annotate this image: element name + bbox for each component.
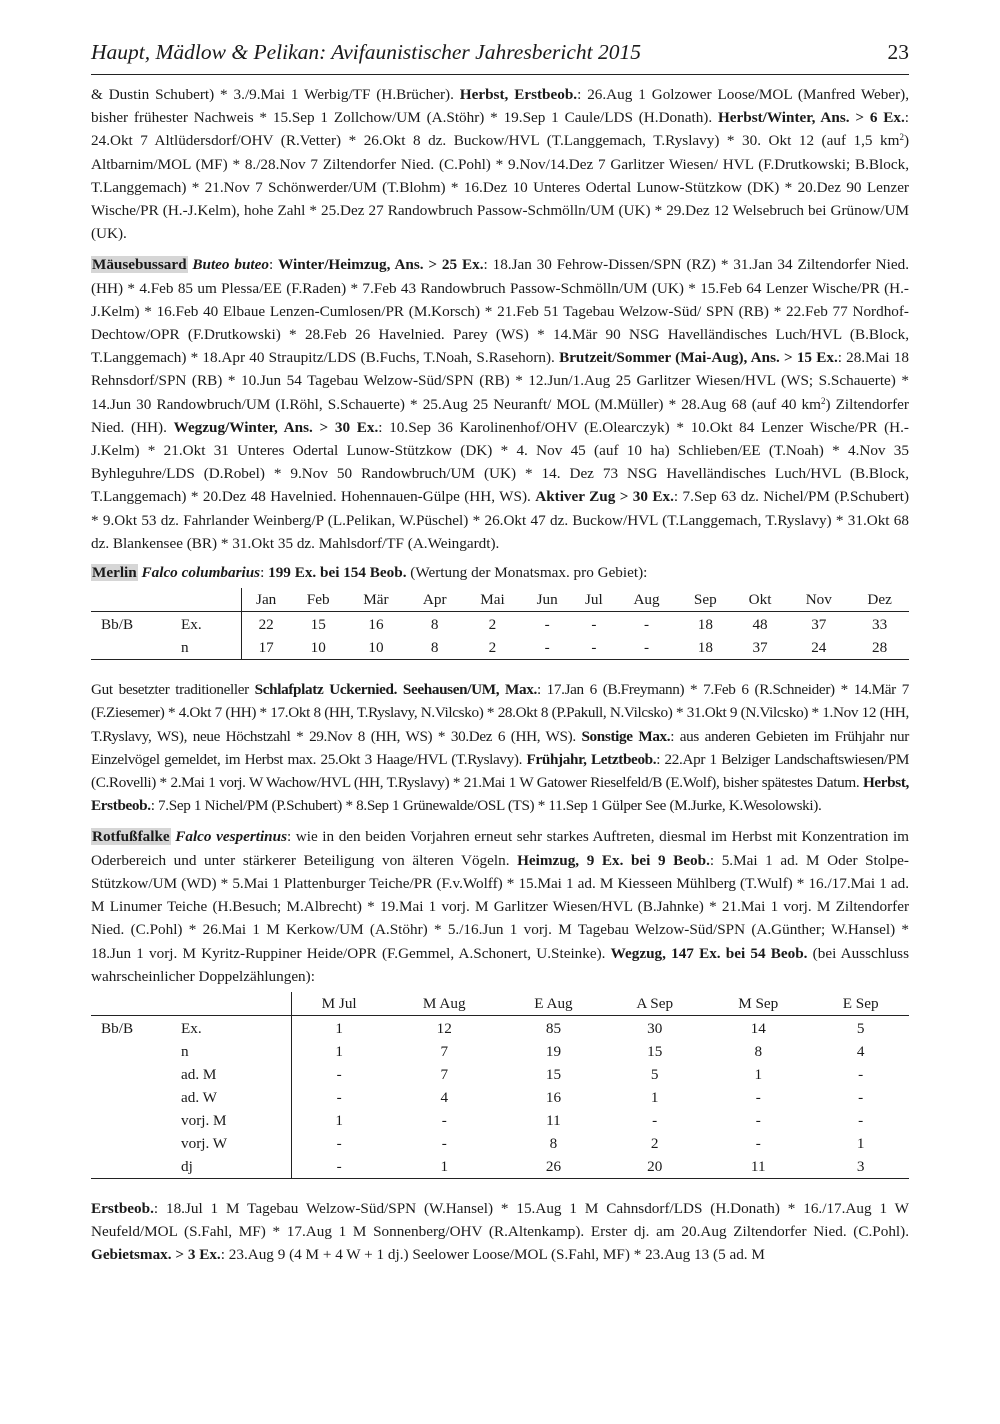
table-row [91, 1063, 909, 1086]
species-entry-merlin [91, 561, 909, 584]
text: : 23.Aug 9 (4 M + 4 W + 1 dj.) Seelower Loose/MOL (S.Fahl, MF) * 23.Aug 13 (5 ad. M [220, 1246, 765, 1264]
table-cell: 48 [752, 616, 768, 634]
merlin-month-table [91, 588, 909, 660]
bold-heading: Sonstige Max. [581, 727, 671, 745]
text: : 26.Aug 1 Golzower Loose/MOL (Manfred Weber), bisher frühester Nachweis * 15.Sep 1 Zollchow/UM (A.Stöhr) * 19.Sep 1 Caule/LDS (H.Donath). [91, 86, 909, 127]
column-header: M Sep [704, 992, 812, 1016]
table-cell: 5 [650, 1065, 659, 1083]
table-cell: 18 [678, 636, 733, 660]
table-row [91, 1109, 909, 1132]
bold-heading: Herbst, Erstbeob. [459, 86, 578, 103]
table-cell: - [291, 1155, 387, 1179]
table-cell: 7 [440, 1042, 449, 1060]
text: : 18.Jul 1 M Tagebau Welzow-Süd/SPN (W.Hansel) * 15.Aug 1 M Cahnsdorf/LDS (H.Donath) * 16./17.Aug 1 W Neufeld/MOL (S.Fahl, MF) * 17.Aug 1 M Sonnenberg/OHV (R.Altenkamp). Erster dj. am 20.Aug Ziltendorfer Nied. (C.Pohl). [91, 1199, 909, 1241]
column-header: Mär [346, 588, 407, 612]
text: : 5.Mai 1 ad. M Oder Stolpe-Stützkow/UM (WD) * 5.Mai 1 Plattenburger Teiche/PR (F.v.Wolff) * 15.Mai 1 ad. M Kiesseen Mühlberg (T.Wulf) * 16./17.Mai 1 ad. M Linumer Teiche (H.Besuch; M.Albrecht) * 19.Mai 1 vorj. M Garlitzer Wiesen/HVL (B.Jahnke) * 21.Mai 1 vorj. M Ziltendorfer Nied. (C.Pohl) * 26.Mai 1 M Kerkow/UM (A.Stöhr) * 5./16.Jun 1 vorj. M Tagebau Welzow-Süd/SPN (A.Günther; W.Hansel) * 18.Jun 1 vorj. M Kyritz-Ruppiner Heide/OPR (F.Gemmel, A.Schonert, U.Steinke). [91, 851, 909, 962]
text: ) Ziltendorfer Nied. (HH). [91, 395, 909, 436]
bold-heading: Herbst, Erstbeob. [91, 774, 909, 815]
table-cell: 8 [754, 1042, 763, 1060]
text: : 10.Sep 36 Karolinenhof/OHV (E.Olearczyk) * 10.Okt 84 Lenzer Wische/PR (H.-J.Kelm) * 21.Okt 31 Unteres Odertal Lunow-Stützkow (DK) * 4. Nov 45 (auf 10 ha) Schlieben/EE (T.Noah) * 4.Nov 35 Byhleguhre/LDS (D.Robel) * 9.Nov 50 Randowbruch/UM (UK) * 14. Dez 73 NSG Havelländisches Luch/HVL (B.Block, T.Langgemach) * 20.Dez 48 Havelnied. Hohennauen-Gülpe (HH, WS). [91, 418, 909, 506]
bold-heading: Herbst/Winter, Ans. > 6 Ex. [717, 109, 905, 127]
table-cell: - [615, 636, 678, 660]
species-entry-maeusebussard [91, 253, 909, 555]
table-cell: 8 [549, 1134, 558, 1152]
column-header: Feb [291, 588, 346, 612]
bold-heading: Schlafplatz Uckernied. Seehausen/UM, Max. [254, 681, 537, 699]
table-cell: 7 [440, 1065, 449, 1083]
table-cell: - [291, 1086, 387, 1109]
table-cell: 11 [704, 1155, 812, 1179]
table-cell: - [858, 1111, 864, 1129]
text: : 28.Mai 18 Rehnsdorf/SPN (RB) * 10.Jun 54 Tagebau Welzow-Süd/SPN (RB) * 12.Jun/1.Aug 25 Garlitzer Wiesen/HVL (WS; S.Schauerte) * 14.Jun 30 Randowbruch/UM (I.Röhl, S.Schauerte) * 25.Aug 25 Neuranft/ MOL (M.Müller) * 28.Aug 68 (auf 40 km [91, 349, 910, 413]
table-cell: 12 [436, 1019, 452, 1037]
table-cell: 8 [430, 616, 439, 634]
table-cell: 1 [291, 1040, 387, 1063]
table-header-row [91, 992, 909, 1016]
bold-heading: Gebietsmax. > 3 Ex. [91, 1246, 221, 1264]
table-cell: 1 [387, 1155, 502, 1179]
text: : 24.Okt 7 Altlüdersdorf/OHV (R.Vetter) * 26.Okt 8 dz. Buckow/HVL (T.Langgemach, T.Ryslavy) * 30. Okt 12 (auf 1,5 km [91, 109, 909, 150]
table-cell: 4 [856, 1042, 865, 1060]
table-row [91, 1155, 909, 1179]
table-cell: - [291, 1063, 387, 1086]
text: : [260, 564, 269, 582]
species-name: Mäusebussard [92, 256, 187, 274]
table-cell: - [858, 1088, 864, 1106]
row-label: n [181, 1042, 189, 1060]
table-row [91, 1040, 909, 1063]
bold-heading: Frühjahr, Letztbeob. [526, 750, 657, 768]
superscript: 2 [899, 132, 904, 143]
region-label: Bb/B [101, 616, 134, 634]
column-header: E Sep [812, 992, 909, 1016]
table-cell: 33 [872, 616, 888, 634]
table-cell: - [644, 616, 650, 634]
table-cell: 37 [733, 636, 788, 660]
table-cell: 15 [545, 1065, 562, 1083]
table-cell: 2 [463, 636, 522, 660]
table-cell: 19 [545, 1042, 562, 1060]
column-header: M Aug [387, 992, 502, 1016]
paragraph-continuation [91, 83, 909, 245]
column-header: Jun [522, 588, 573, 612]
column-header: E Aug [502, 992, 606, 1016]
text: : wie in den beiden Vorjahren erneut sehr starkes Auftreten, diesmal im Herbst mit Konzentration im Oderbereich und unter stärkerer Beteiligung von älteren Vögeln. [91, 828, 909, 869]
table-cell: - [755, 1088, 761, 1106]
text: : 18.Jan 30 Fehrow-Dissen/SPN (RZ) * 31.Jan 34 Ziltendorfer Nied. (HH) * 4.Feb 85 um Plessa/EE (F.Raden) * 7.Feb 43 Randowbruch Passow-Schmölln/UM (UK) * 15.Feb 64 Lenzer Wische/PR (H.-J.Kelm) * 16.Feb 40 Elbaue Lenzen-Cumlosen/PR (M.Korsch) * 21.Feb 51 Tagebau Welzow-Süd/ SPN (RB) * 22.Feb 77 Nordhof-Dechtow/OPR (F.Drutkowski) * 28.Feb 26 Havelnied. Parey (WS) * 14.Mär 90 NSG Havelländisches Luch/HVL (B.Block, T.Langgemach) * 18.Apr 40 Straupitz/LDS (B.Fuchs, T.Noah, S.Rasehorn). [91, 256, 909, 367]
document-page [91, 40, 909, 1267]
row-label: ad. M [181, 1065, 217, 1083]
species-entry-rotfussfalke [91, 825, 909, 987]
table-row [91, 1132, 909, 1155]
table-cell: 15 [647, 1042, 663, 1060]
table-cell: 24 [787, 636, 850, 660]
region-label: Bb/B [101, 1019, 134, 1037]
column-header: Dez [850, 588, 909, 612]
table-cell: 5 [856, 1019, 865, 1037]
table-cell: 4 [440, 1088, 449, 1106]
superscript: 2 [820, 395, 826, 406]
column-header: Mai [463, 588, 522, 612]
text: : 7.Sep 1 Nichel/PM (P.Schubert) * 8.Sep 1 Grünewalde/OSL (TS) * 11.Sep 1 Gülper See (M.Jurke, K.Wesolowski). [150, 797, 822, 815]
bold-heading: Wegzug, 147 Ex. bei 54 Beob. [610, 944, 808, 962]
table-cell: 1 [291, 1109, 387, 1132]
text: (bei Ausschluss wahrscheinlicher Doppelzählungen): [91, 944, 909, 985]
table-row [91, 612, 909, 637]
table-cell: - [755, 1111, 761, 1129]
table-cell: 15 [310, 616, 326, 634]
table-cell: - [522, 636, 573, 660]
text: & Dustin Schubert) * 3./9.Mai 1 Werbig/TF (H.Brücher). [91, 86, 460, 103]
table-cell: 16 [368, 616, 384, 634]
row-label: ad. W [181, 1088, 217, 1106]
column-header: A Sep [605, 992, 704, 1016]
table-cell: 2 [488, 616, 497, 634]
latin-name: Falco vespertinus [175, 828, 287, 846]
text: Gut besetzter traditioneller [91, 681, 255, 699]
bold-heading: Wegzug/Winter, Ans. > 30 Ex. [173, 418, 379, 436]
table-cell: 10 [291, 636, 346, 660]
column-header: Sep [678, 588, 733, 612]
journal-title: Haupt, Mädlow & Pelikan: Avifaunistischer Jahresbericht 2015 [91, 40, 641, 64]
text: : 22.Apr 1 Belziger Landschaftswiesen/PM (C.Rovelli) * 2.Mai 1 vorj. W Wachow/HVL (HH, T.Ryslavy) * 21.Mai 1 W Gatower Rieselfeld/B (E.Wolf), bisher spätestes Datum. [91, 750, 910, 792]
table-cell: - [544, 616, 550, 634]
row-label: Ex. [181, 1019, 202, 1037]
species-name: Merlin [92, 564, 137, 582]
column-header: Jul [573, 588, 616, 612]
bold-heading: Aktiver Zug > 30 Ex. [535, 488, 674, 506]
table-cell: 18 [697, 616, 713, 634]
table-cell: 1 [291, 1015, 387, 1040]
table-cell: 22 [241, 612, 291, 637]
row-label: vorj. M [181, 1111, 227, 1129]
table-cell: - [652, 1111, 658, 1129]
rotfussfalke-period-table [91, 992, 909, 1179]
table-cell: 26 [502, 1155, 606, 1179]
table-row [91, 1086, 909, 1109]
text: ) Altbarnim/MOL (MF) * 8./28.Nov 7 Ziltendorfer Nied. (C.Pohl) * 9.Nov/14.Dez 7 Garlitzer Wiesen/ HVL (F.Drutkowski; B.Block, T.Langgemach) * 21.Nov 7 Schönwerder/UM (T.Blohm) * 16.Dez 10 Unteres Odertal Lunow-Stützkow (DK) * 20.Dez 90 Lenzer Wische/PR (H.-J.Kelm), hohe Zahl * 25.Dez 27 Randowbruch Passow-Schmölln/UM (UK) * 29.Dez 12 Welsebruch bei Grünow/UM (UK). [91, 132, 909, 243]
latin-name: Buteo buteo [192, 256, 269, 274]
paragraph-merlin-roost [91, 678, 909, 817]
species-name: Rotfußfalke [92, 828, 170, 846]
bold-heading: Erstbeob. [91, 1199, 154, 1217]
table-cell: 16 [545, 1088, 562, 1106]
bold-heading: Heimzug, 9 Ex. bei 9 Beob. [517, 851, 710, 869]
table-cell: - [858, 1065, 864, 1083]
running-header [91, 40, 909, 75]
table-cell: 20 [605, 1155, 704, 1179]
row-label: Ex. [181, 616, 202, 634]
row-label: n [181, 636, 241, 660]
table-cell: 30 [647, 1019, 663, 1037]
table-cell: 11 [546, 1111, 561, 1129]
bold-heading: Winter/Heimzug, Ans. > 25 Ex. [278, 256, 484, 274]
column-header: Apr [406, 588, 463, 612]
table-cell: 14 [750, 1019, 766, 1037]
column-header: Okt [733, 588, 788, 612]
column-header: M Jul [291, 992, 387, 1016]
table-row [91, 636, 909, 660]
page-number: 23 [887, 40, 909, 64]
table-cell: 37 [811, 616, 827, 634]
latin-name: Falco columbarius [141, 564, 261, 582]
table-cell: - [291, 1132, 387, 1155]
column-header: Aug [615, 588, 678, 612]
text: : 7.Sep 63 dz. Nichel/PM (P.Schubert) * 9.Okt 53 dz. Fahrlander Weinberg/P (L.Pelikan, W.Püschel) * 26.Okt 47 dz. Buckow/HVL (T.Langgemach, T.Ryslavy) * 31.Okt 68 dz. Blankensee (BR) * 31.Okt 35 dz. Mahlsdorf/TF (A.Weingardt). [91, 488, 910, 552]
bold-heading: 199 Ex. bei 154 Beob. [268, 564, 407, 582]
paragraph-first-records [91, 1197, 909, 1267]
table-cell: 1 [650, 1088, 659, 1106]
table-cell: 1 [856, 1134, 865, 1152]
table-header-row [91, 588, 909, 612]
row-label: dj [181, 1155, 291, 1179]
table-cell: - [441, 1111, 447, 1129]
table-cell: 85 [545, 1019, 562, 1037]
table-cell: 10 [346, 636, 407, 660]
text: : aus anderen Gebieten im Frühjahr nur Einzelvögel gemeldet, im Herbst max. 25.Okt 3 Haage/HVL (T.Ryslavy). [91, 727, 909, 768]
table-cell: - [441, 1134, 447, 1152]
table-cell: 3 [812, 1155, 909, 1179]
table-cell: 1 [754, 1065, 763, 1083]
table-cell: 8 [406, 636, 463, 660]
column-header: Nov [787, 588, 850, 612]
table-cell: 2 [650, 1134, 659, 1152]
row-label: vorj. W [181, 1134, 228, 1152]
table-cell: 17 [241, 636, 291, 660]
table-cell: - [573, 636, 616, 660]
table-cell: 28 [850, 636, 909, 660]
column-header: Jan [241, 588, 291, 612]
table-row [91, 1015, 909, 1040]
text: (Wertung der Monatsmax. pro Gebiet): [406, 564, 648, 582]
text: : [268, 256, 279, 274]
text: : 17.Jan 6 (B.Freymann) * 7.Feb 6 (R.Schneider) * 14.Mär 7 (F.Ziesemer) * 4.Okt 7 (HH) * 17.Okt 8 (HH, T.Ryslavy, N.Vilcsko) * 28.Okt 8 (P.Pakull, N.Vilcsko) * 31.Okt 9 (N.Vilcsko) * 1.Nov 12 (HH, T.Ryslavy, WS), neue Höchstzahl * 29.Nov 8 (HH, WS) * 30.Dez 6 (HH, WS). [91, 681, 909, 745]
table-cell: - [591, 616, 597, 634]
table-cell: - [755, 1134, 761, 1152]
bold-heading: Brutzeit/Sommer (Mai-Aug), Ans. > 15 Ex. [559, 349, 838, 367]
